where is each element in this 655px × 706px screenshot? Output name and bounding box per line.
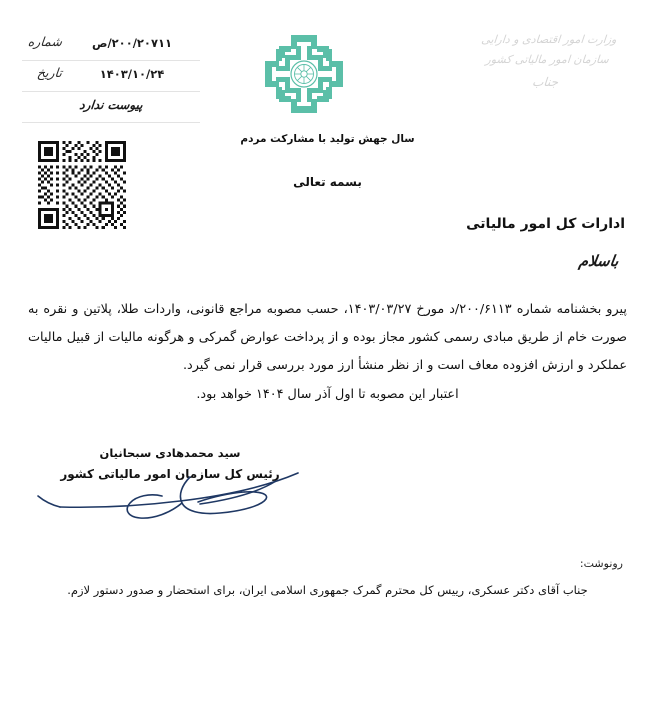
letterhead-line-1: وزارت امور اقتصادی و دارایی: [480, 33, 618, 46]
number-label: شماره: [27, 34, 63, 49]
meta-rule: [22, 122, 200, 123]
signatory-name: سید محمدهادی سبحانیان: [99, 446, 241, 460]
greeting-handwritten: باسلام: [578, 252, 621, 270]
date-value: ۱۴۰۳/۱۰/۲۴: [99, 67, 165, 81]
organization-logo-icon: [262, 32, 346, 116]
attachment-value: پیوست ندارد: [78, 98, 144, 112]
meta-row-number: [22, 34, 200, 65]
letterhead-line-3: جناب: [531, 74, 559, 89]
body-closing-line: اعتبار این مصوبه تا اول آذر سال ۱۴۰۴ خواهد بود.: [196, 387, 459, 402]
signatory-title: رئیس کل سازمان امور مالیاتی کشور: [60, 466, 280, 481]
number-value: ۲۰۰/۲۰۷۱۱/ص: [91, 36, 173, 50]
meta-row-attachment: [22, 96, 200, 127]
cc-item: جناب آقای دکتر عسکری، رییس کل محترم گمرک جمهوری اسلامی ایران، برای استحضار و صدور دستور لازم.: [67, 583, 588, 597]
letter-meta-block: [22, 34, 200, 127]
basmala: بسمه تعالی: [293, 175, 362, 189]
ministry-letterhead: [454, 30, 640, 93]
meta-row-date: [22, 65, 200, 96]
meta-rule: [22, 60, 200, 61]
letter-body: [28, 296, 627, 409]
recipient-line: ادارات کل امور مالیاتی: [466, 216, 625, 232]
signature-block: [0, 444, 340, 484]
letterhead-line-2: سازمان امور مالیاتی کشور: [484, 53, 610, 67]
year-slogan: سال جهش تولید با مشارکت مردم: [240, 133, 415, 145]
meta-rule: [22, 91, 200, 92]
body-paragraph: پیرو بخشنامه شماره ۲۰۰/۶۱۱۳/د مورخ ۱۴۰۳/۰۳/۲۷، حسب مصوبه مراجع قانونی، واردات طلا، پلاتین و نقره به صورت خام از طریق مبادی رسمی کشور مجاز بوده و از پرداخت عوارض گمرکی و هرگونه مالیات از قبیل مالیات عملکرد و ارزش افزوده معاف است و از نظر منشأ ارز مورد بررسی قرار نمی گیرد.: [28, 302, 627, 373]
cc-label: رونوشت:: [579, 557, 623, 570]
date-label: تاریخ: [36, 65, 63, 80]
